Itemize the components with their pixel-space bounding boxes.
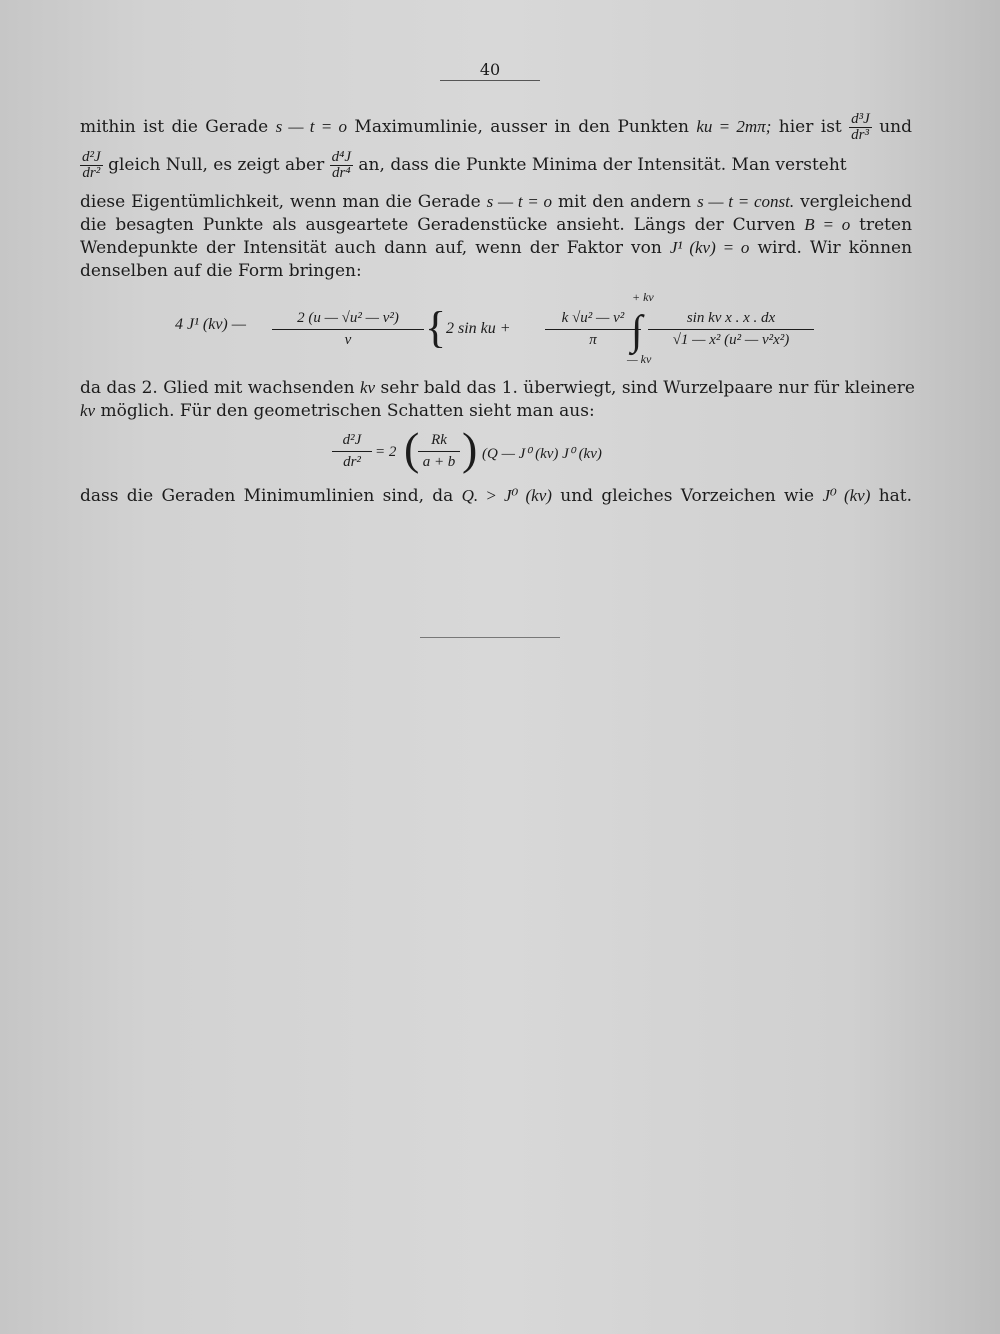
equation-1-fraction-3 (648, 310, 814, 349)
text-segment: möglich. Für den geometrischen Schatten sieht man aus: (100, 401, 595, 421)
text-line-2 (80, 150, 912, 181)
fraction-d3j-dr3 (849, 112, 872, 143)
text-segment: diese Eigentümlichkeit, wenn man die Gerade (80, 192, 481, 212)
text-segment: wird. Wir können (757, 238, 913, 258)
page-number-rule (440, 80, 540, 81)
page-number: 40 (479, 60, 501, 79)
fraction-numerator: d²J (82, 149, 101, 165)
text-segment: mithin ist die Gerade (80, 117, 269, 137)
text-segment: an, dass die Punkte Minima der Intensität. Man versteht (358, 155, 847, 175)
text-segment: die besagten Punkte als ausgeartete Geradenstücke ansieht. Längs der Curven (80, 215, 796, 235)
integral-upper-limit: + kv (632, 290, 654, 304)
text-segment: gleich Null, es zeigt aber (108, 155, 325, 175)
equation-2-fraction-2 (418, 432, 460, 471)
math-inline: s — t = o (275, 117, 347, 136)
text-line-6 (80, 261, 912, 281)
text-segment: da das 2. Glied mit wachsenden (80, 378, 355, 398)
fraction-numerator: k √u² — v² (545, 310, 641, 330)
text-segment: denselben auf die Form bringen: (80, 261, 362, 281)
text-segment: treten (859, 215, 913, 235)
text-line-3 (80, 192, 912, 212)
fraction-denominator: v (344, 332, 352, 348)
fraction-numerator: 2 (u — √u² — v²) (272, 310, 424, 330)
fraction-numerator: d²J (332, 432, 372, 452)
math-inline: s — t = const. (697, 192, 795, 211)
fraction-d4j-dr4 (330, 150, 353, 181)
math-inline: J⁰ (kv) (822, 486, 871, 505)
math-inline: Q. > J⁰ (kv) (461, 486, 552, 505)
text-segment: hat. (878, 486, 913, 506)
math-inline: ku = 2mπ; (696, 117, 772, 136)
equation-1-mid: 2 sin ku + (446, 320, 511, 337)
end-rule (420, 637, 560, 638)
paren-right: ) (462, 423, 478, 474)
text-segment: Wendepunkte der Intensität auch dann auf, wenn der Faktor von (80, 238, 662, 258)
fraction-numerator: Rk (418, 432, 460, 452)
text-segment: und (879, 117, 912, 137)
math-inline: J¹ (kv) = o (669, 238, 750, 257)
text-line-4 (80, 215, 912, 235)
text-line-9 (80, 486, 912, 506)
text-segment: vergleichend (800, 192, 913, 212)
text-segment: dass die Geraden Minimumlinien sind, da (80, 486, 454, 506)
fraction-denominator: dr⁴ (330, 165, 353, 181)
fraction-numerator: sin kv x . x . dx (648, 310, 814, 330)
text-segment: hier ist (778, 117, 842, 137)
text-line-1 (80, 112, 912, 143)
math-inline: s — t = o (486, 192, 553, 211)
fraction-denominator: a + b (422, 454, 456, 470)
fraction-numerator: d⁴J (331, 149, 352, 165)
text-segment: Maximumlinie, ausser in den Punkten (354, 117, 689, 137)
fraction-d2j-dr2 (80, 150, 103, 181)
fraction-denominator: dr² (80, 165, 103, 181)
integral-sign: ∫ (631, 308, 643, 354)
text-line-8 (80, 401, 912, 421)
equation-1-brace: { (425, 303, 447, 352)
equation-1-fraction-2 (545, 310, 641, 349)
equation-1-lead: 4 J¹ (kv) — (175, 316, 246, 333)
fraction-denominator: dr³ (849, 127, 872, 143)
text-segment: sehr bald das 1. überwiegt, sind Wurzelpaare nur für kleinere (380, 378, 915, 398)
text-segment: mit den andern (557, 192, 692, 212)
fraction-denominator: dr² (343, 454, 361, 470)
paren-left: ( (404, 423, 420, 474)
equation-2-fraction-1 (332, 432, 372, 471)
math-inline: kv (359, 378, 376, 397)
fraction-numerator: d³J (851, 111, 870, 127)
math-inline: kv (80, 401, 96, 420)
equation-2-rest: (Q — J⁰ (kv) J⁰ (kv) (482, 446, 602, 462)
fraction-denominator: √1 — x² (u² — v²x²) (672, 332, 790, 348)
equation-2-equals: = 2 (375, 444, 397, 460)
fraction-denominator: π (589, 332, 597, 348)
integral-lower-limit: — kv (627, 352, 652, 366)
text-segment: und gleiches Vorzeichen wie (560, 486, 815, 506)
equation-1-fraction-1 (272, 310, 424, 349)
text-line-5 (80, 238, 912, 258)
text-line-7 (80, 378, 915, 398)
math-inline: B = o (804, 215, 851, 234)
